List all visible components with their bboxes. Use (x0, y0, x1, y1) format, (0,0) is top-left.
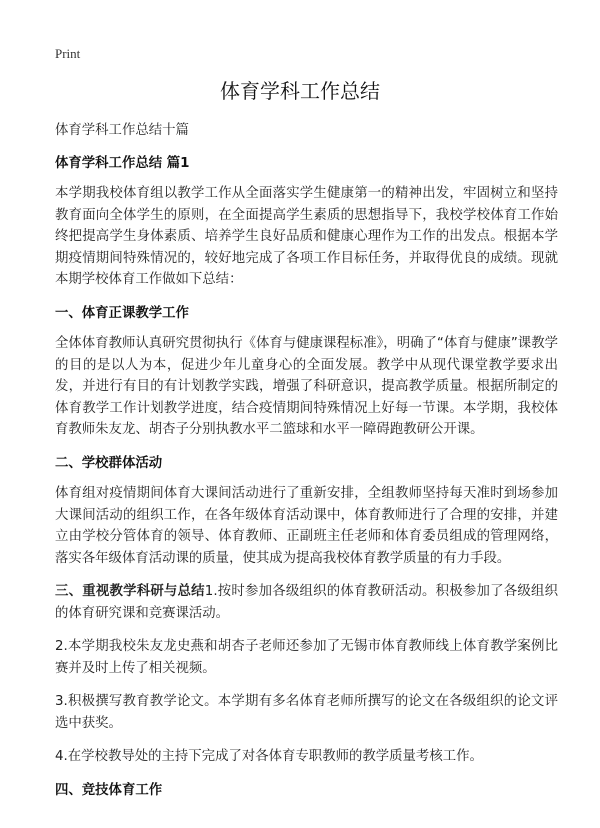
article-heading: 体育学科工作总结 篇1 (55, 155, 190, 171)
section3-item-3: 3.积极撰写教育教学论文。本学期有多名体育老师所撰写的论文在各级组织的论文评选中获奖。 (55, 694, 558, 731)
section2-paragraph: 体育组对疫情期间体育大课间活动进行了重新安排，全组教师坚持每天准时到场参加大课间活动的组织工作，在各年级体育活动课中，体育教师进行了合理的安排，并建立由学校分管体育的领导、体育教师、正副班主任老师和体育委员组成的管理网络，落实各年级体育活动课的质量，使其成为提高我校体育教学质量的有力手段。 (55, 486, 558, 566)
section3-item-4: 4.在学校教导处的主持下完成了对各体育专职教师的教学质量考核工作。 (55, 749, 483, 764)
section1-paragraph: 全体体育教师认真研究贯彻执行《体育与健康课程标准》，明确了“体育与健康”课教学的目的是以人为本，促进少年儿童身心的全面发展。教学中从现代课堂教学要求出发，并进行有目的有计划教学实践，增强了科研意识，提高教学质量。根据所制定的体育教学工作计划教学进度，结合疫情期间特殊情况上好每一节课。本学期，我校体育教师朱友龙、胡杏子分别执教水平二篮球和水平一障碍跑教研公开课。 (55, 336, 558, 437)
section1-heading: 一、体育正课教学工作 (55, 305, 189, 321)
document-subtitle: 体育学科工作总结十篇 (55, 123, 189, 138)
section4-heading: 四、竞技体育工作 (55, 782, 163, 798)
intro-paragraph: 本学期我校体育组以教学工作从全面落实学生健康第一的精神出发，牢固树立和坚持教育面向全体学生的原则，在全面提高学生素质的思想指导下，我校学校体育工作始终把提高学生身体素质、培养学生良好品质和健康心理作为工作的出发点。根据本学期疫情期间特殊情况的，较好地完成了各项工作目标任务，并取得优良的成绩。现就本期学校体育工作做如下总结： (55, 186, 558, 287)
section2-heading: 二、学校群体活动 (55, 455, 163, 471)
section3-item-2: 2.本学期我校朱友龙史燕和胡杏子老师还参加了无锡市体育教师线上体育教学案例比赛并及时上传了相关视频。 (55, 639, 558, 676)
section3-heading: 三、重视教学科研与总结 (55, 584, 205, 599)
section3-paragraph-1 (55, 581, 558, 624)
print-link[interactable]: Print (55, 46, 81, 61)
section3-item-1: 1.按时参加各级组织的体育教研活动。积极参加了各级组织的体育研究课和竞赛课活动。 (55, 584, 559, 621)
document-body (55, 120, 558, 810)
page-title: 体育学科工作总结 (220, 79, 380, 103)
